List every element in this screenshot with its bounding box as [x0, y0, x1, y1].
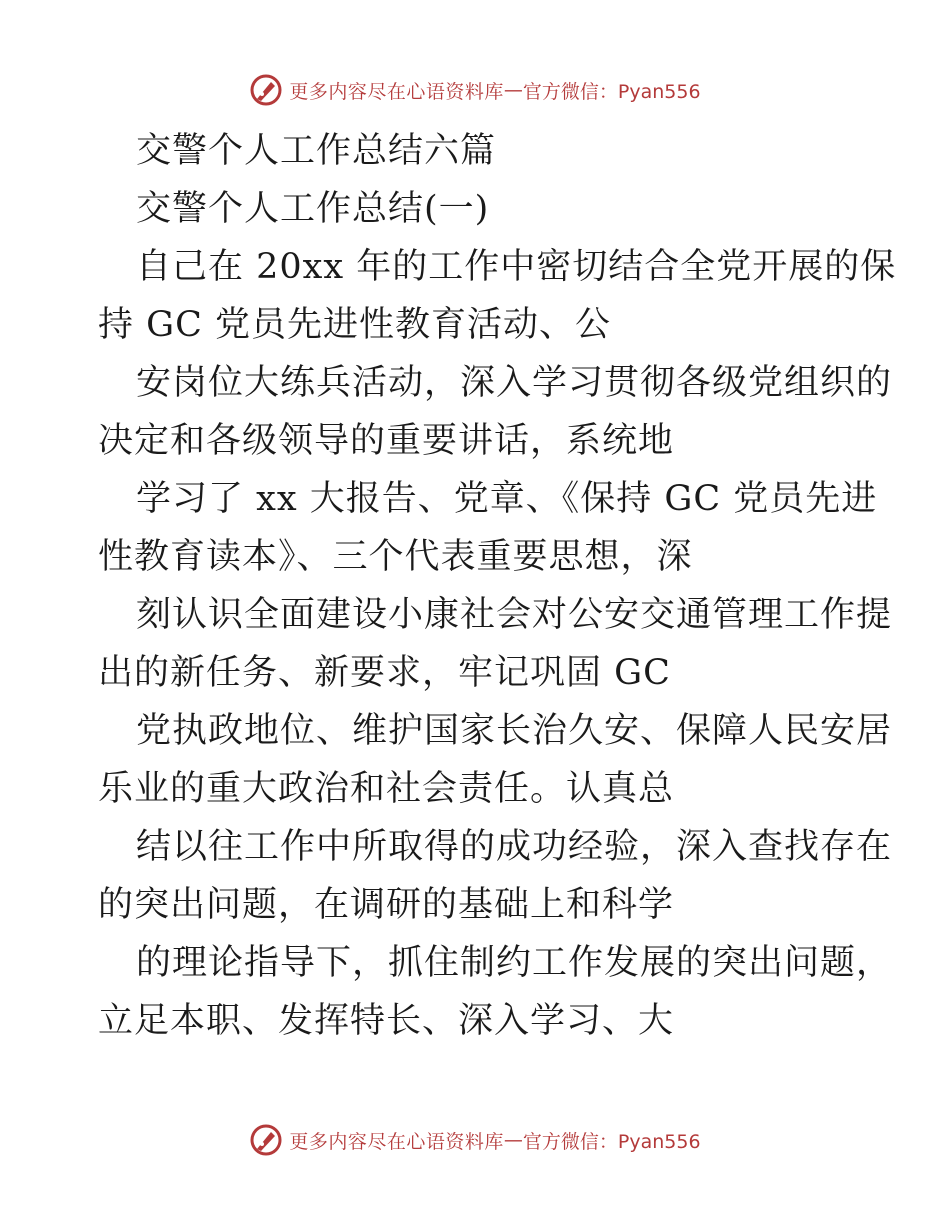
banner-title: 更多内容尽在心语资料库 [289, 1130, 504, 1153]
text-line: 立足本职、发挥特长、深入学习、大 [98, 1001, 675, 1041]
banner-title: 更多内容尽在心语资料库 [289, 80, 504, 103]
text-line: 自己在 20xx 年的工作中密切结合全党开展的保 [136, 247, 897, 287]
pen-nib-logo-icon [249, 1123, 283, 1157]
text-line: 的理论指导下，抓住制约工作发展的突出问题， [136, 943, 893, 983]
banner-separator: — [503, 1129, 523, 1151]
pen-nib-logo-icon [249, 73, 283, 107]
banner-wechat: 官方微信：Pyan556 [522, 1130, 701, 1153]
text-line: 党执政地位、维护国家长治久安、保障人民安居 [136, 711, 893, 751]
footer-banner [0, 1120, 950, 1160]
text-line: 决定和各级领导的重要讲话，系统地 [98, 421, 675, 461]
header-banner [0, 70, 950, 110]
text-line: 刻认识全面建设小康社会对公安交通管理工作提 [136, 595, 893, 635]
text-line: 乐业的重大政治和社会责任。认真总 [98, 769, 675, 809]
section-heading: 交警个人工作总结(一) [136, 189, 490, 229]
text-line: 的突出问题，在调研的基础上和科学 [98, 885, 675, 925]
text-line: 出的新任务、新要求，牢记巩固 GC [98, 653, 671, 693]
document-title: 交警个人工作总结六篇 [136, 131, 497, 171]
text-line: 学习了 xx 大报告、党章、《保持 GC 党员先进 [136, 479, 878, 519]
document-body [0, 122, 950, 1050]
banner-wechat: 官方微信：Pyan556 [522, 80, 701, 103]
text-line: 安岗位大练兵活动，深入学习贯彻各级党组织的 [136, 363, 893, 403]
banner-separator: — [503, 79, 523, 101]
text-line: 结以往工作中所取得的成功经验，深入查找存在 [136, 827, 893, 867]
text-line: 性教育读本》、三个代表重要思想，深 [98, 537, 693, 577]
text-line: 持 GC 党员先进性教育活动、公 [98, 305, 611, 345]
